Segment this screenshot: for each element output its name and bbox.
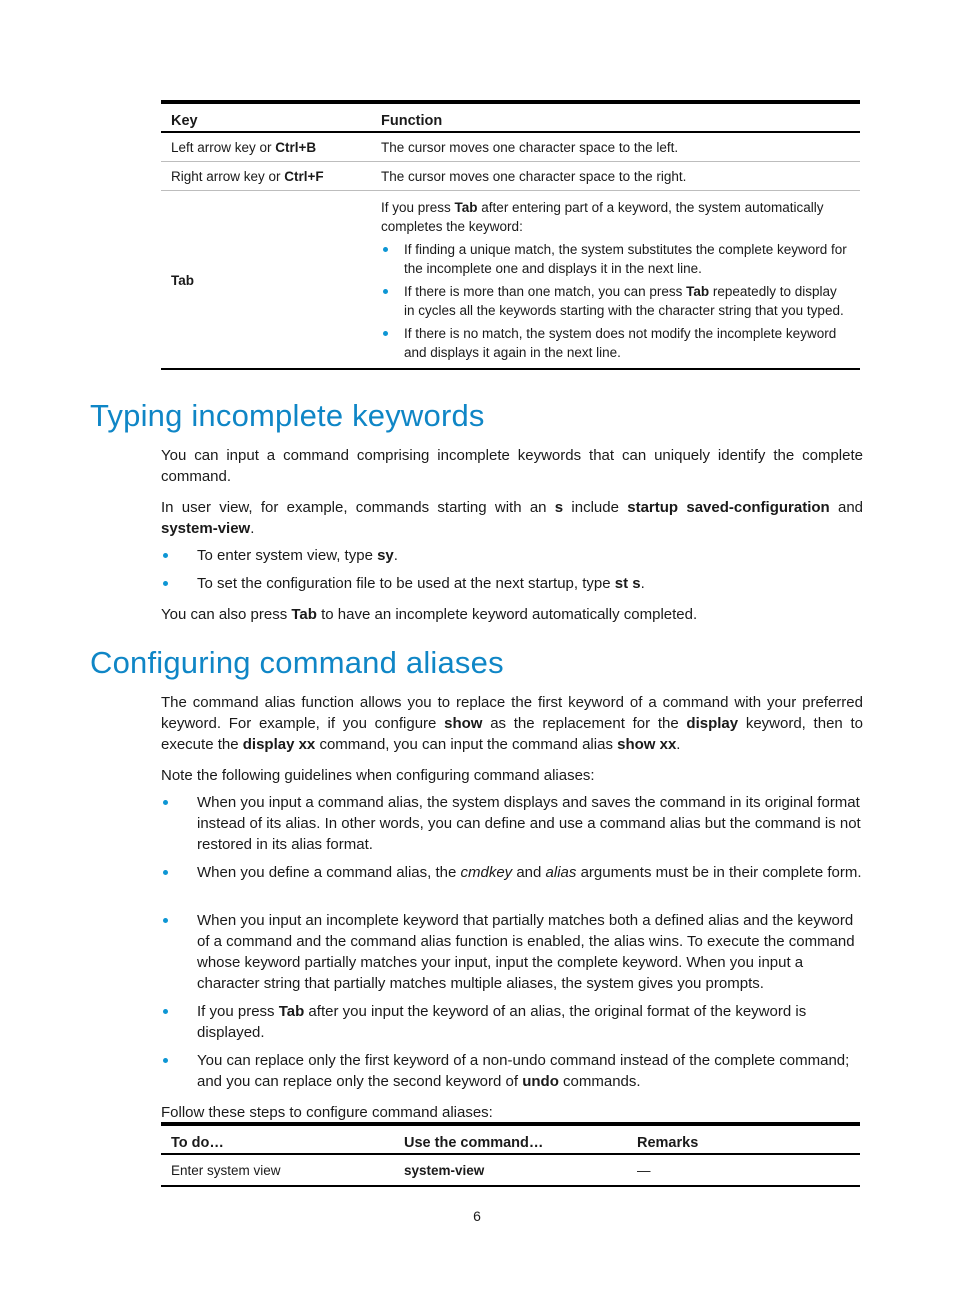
key-cell: Right arrow key or Ctrl+F: [161, 162, 371, 191]
column-header-to-do: To do…: [161, 1124, 394, 1154]
bullet-icon: [163, 1009, 168, 1014]
column-header-key: Key: [161, 102, 371, 132]
bullet-icon: [383, 331, 388, 336]
list-item: To set the configuration file to be used at the next startup, type st s.: [161, 573, 863, 594]
list-item: When you input a command alias, the system displays and saves the command in its original format instead of its alias. In other words, you can define and use a command alias but the command is not restored in its alias format.: [161, 792, 863, 855]
bullet-icon: [163, 870, 168, 875]
key-function-table: [161, 100, 860, 370]
list-item: If finding a unique match, the system substitutes the complete keyword for the incomplete one and displays it in the next line.: [381, 240, 850, 278]
list-item: When you input an incomplete keyword that partially matches both a defined alias and the keyword of a command and the command alias function is enabled, the alias wins. To execute the command whose keyword partially matches your input, input the complete keyword. When you input a character string that partially matches multiple aliases, the system gives you prompts.: [161, 910, 863, 994]
bullet-icon: [383, 289, 388, 294]
key-cell: Tab: [161, 191, 371, 370]
function-cell: [371, 191, 860, 370]
paragraph: Follow these steps to configure command aliases:: [161, 1104, 493, 1121]
column-header-use-command: Use the command…: [394, 1124, 627, 1154]
table-row: [161, 132, 860, 162]
bullet-icon: [163, 800, 168, 805]
bullet-icon: [163, 553, 168, 558]
table-row: [161, 1154, 860, 1186]
list-item: When you define a command alias, the cmdkey and alias arguments must be in their complete form.: [161, 862, 863, 883]
function-intro: If you press Tab after entering part of a keyword, the system automatically completes the keyword:: [381, 200, 824, 234]
paragraph: You can also press Tab to have an incomplete keyword automatically completed.: [161, 606, 698, 623]
key-cell: Left arrow key or Ctrl+B: [161, 132, 371, 162]
column-header-remarks: Remarks: [627, 1124, 860, 1154]
list-item: You can replace only the first keyword of a non-undo command instead of the complete command; and you can replace only the second keyword of undo commands.: [161, 1050, 863, 1092]
column-header-function: Function: [371, 102, 860, 132]
command-cell: system-view: [394, 1154, 627, 1186]
table-header-row: [161, 1124, 860, 1154]
paragraph: In user view, for example, commands starting with an s include startup saved-configuration and system-view.: [161, 499, 864, 537]
paragraph: You can input a command comprising incomplete keywords that can uniquely identify the complete command.: [161, 447, 863, 485]
list-item: If there is no match, the system does not modify the incomplete keyword and displays it again in the next line.: [381, 324, 850, 362]
section-heading-typing-incomplete-keywords: Typing incomplete keywords: [90, 398, 485, 433]
bullet-icon: [163, 918, 168, 923]
list-item: If you press Tab after you input the keyword of an alias, the original format of the keyword is displayed.: [161, 1001, 863, 1043]
paragraph: The command alias function allows you to replace the first keyword of a command with your preferred keyword. For example, if you configure show as the replacement for the display keyword, then to execute the display xx command, you can input the command alias show xx.: [161, 694, 863, 753]
table-row: [161, 191, 860, 370]
function-cell: The cursor moves one character space to the right.: [371, 162, 860, 191]
remarks-cell: —: [627, 1154, 860, 1186]
section-heading-configuring-command-aliases: Configuring command aliases: [90, 645, 504, 680]
table-row: [161, 162, 860, 191]
todo-cell: Enter system view: [161, 1154, 394, 1186]
bullet-icon: [163, 1058, 168, 1063]
list-item: If there is more than one match, you can press Tab repeatedly to display in cycles all the keywords starting with the character string that you typed.: [381, 282, 850, 320]
bullet-icon: [383, 247, 388, 252]
configuration-steps-table: [161, 1122, 860, 1187]
function-cell: The cursor moves one character space to the left.: [371, 132, 860, 162]
table-header-row: [161, 102, 860, 132]
paragraph: Note the following guidelines when configuring command aliases:: [161, 767, 595, 784]
function-bullet-list: [381, 240, 850, 362]
list-item: To enter system view, type sy.: [161, 545, 863, 566]
page-number: 6: [473, 1208, 481, 1224]
bullet-icon: [163, 581, 168, 586]
